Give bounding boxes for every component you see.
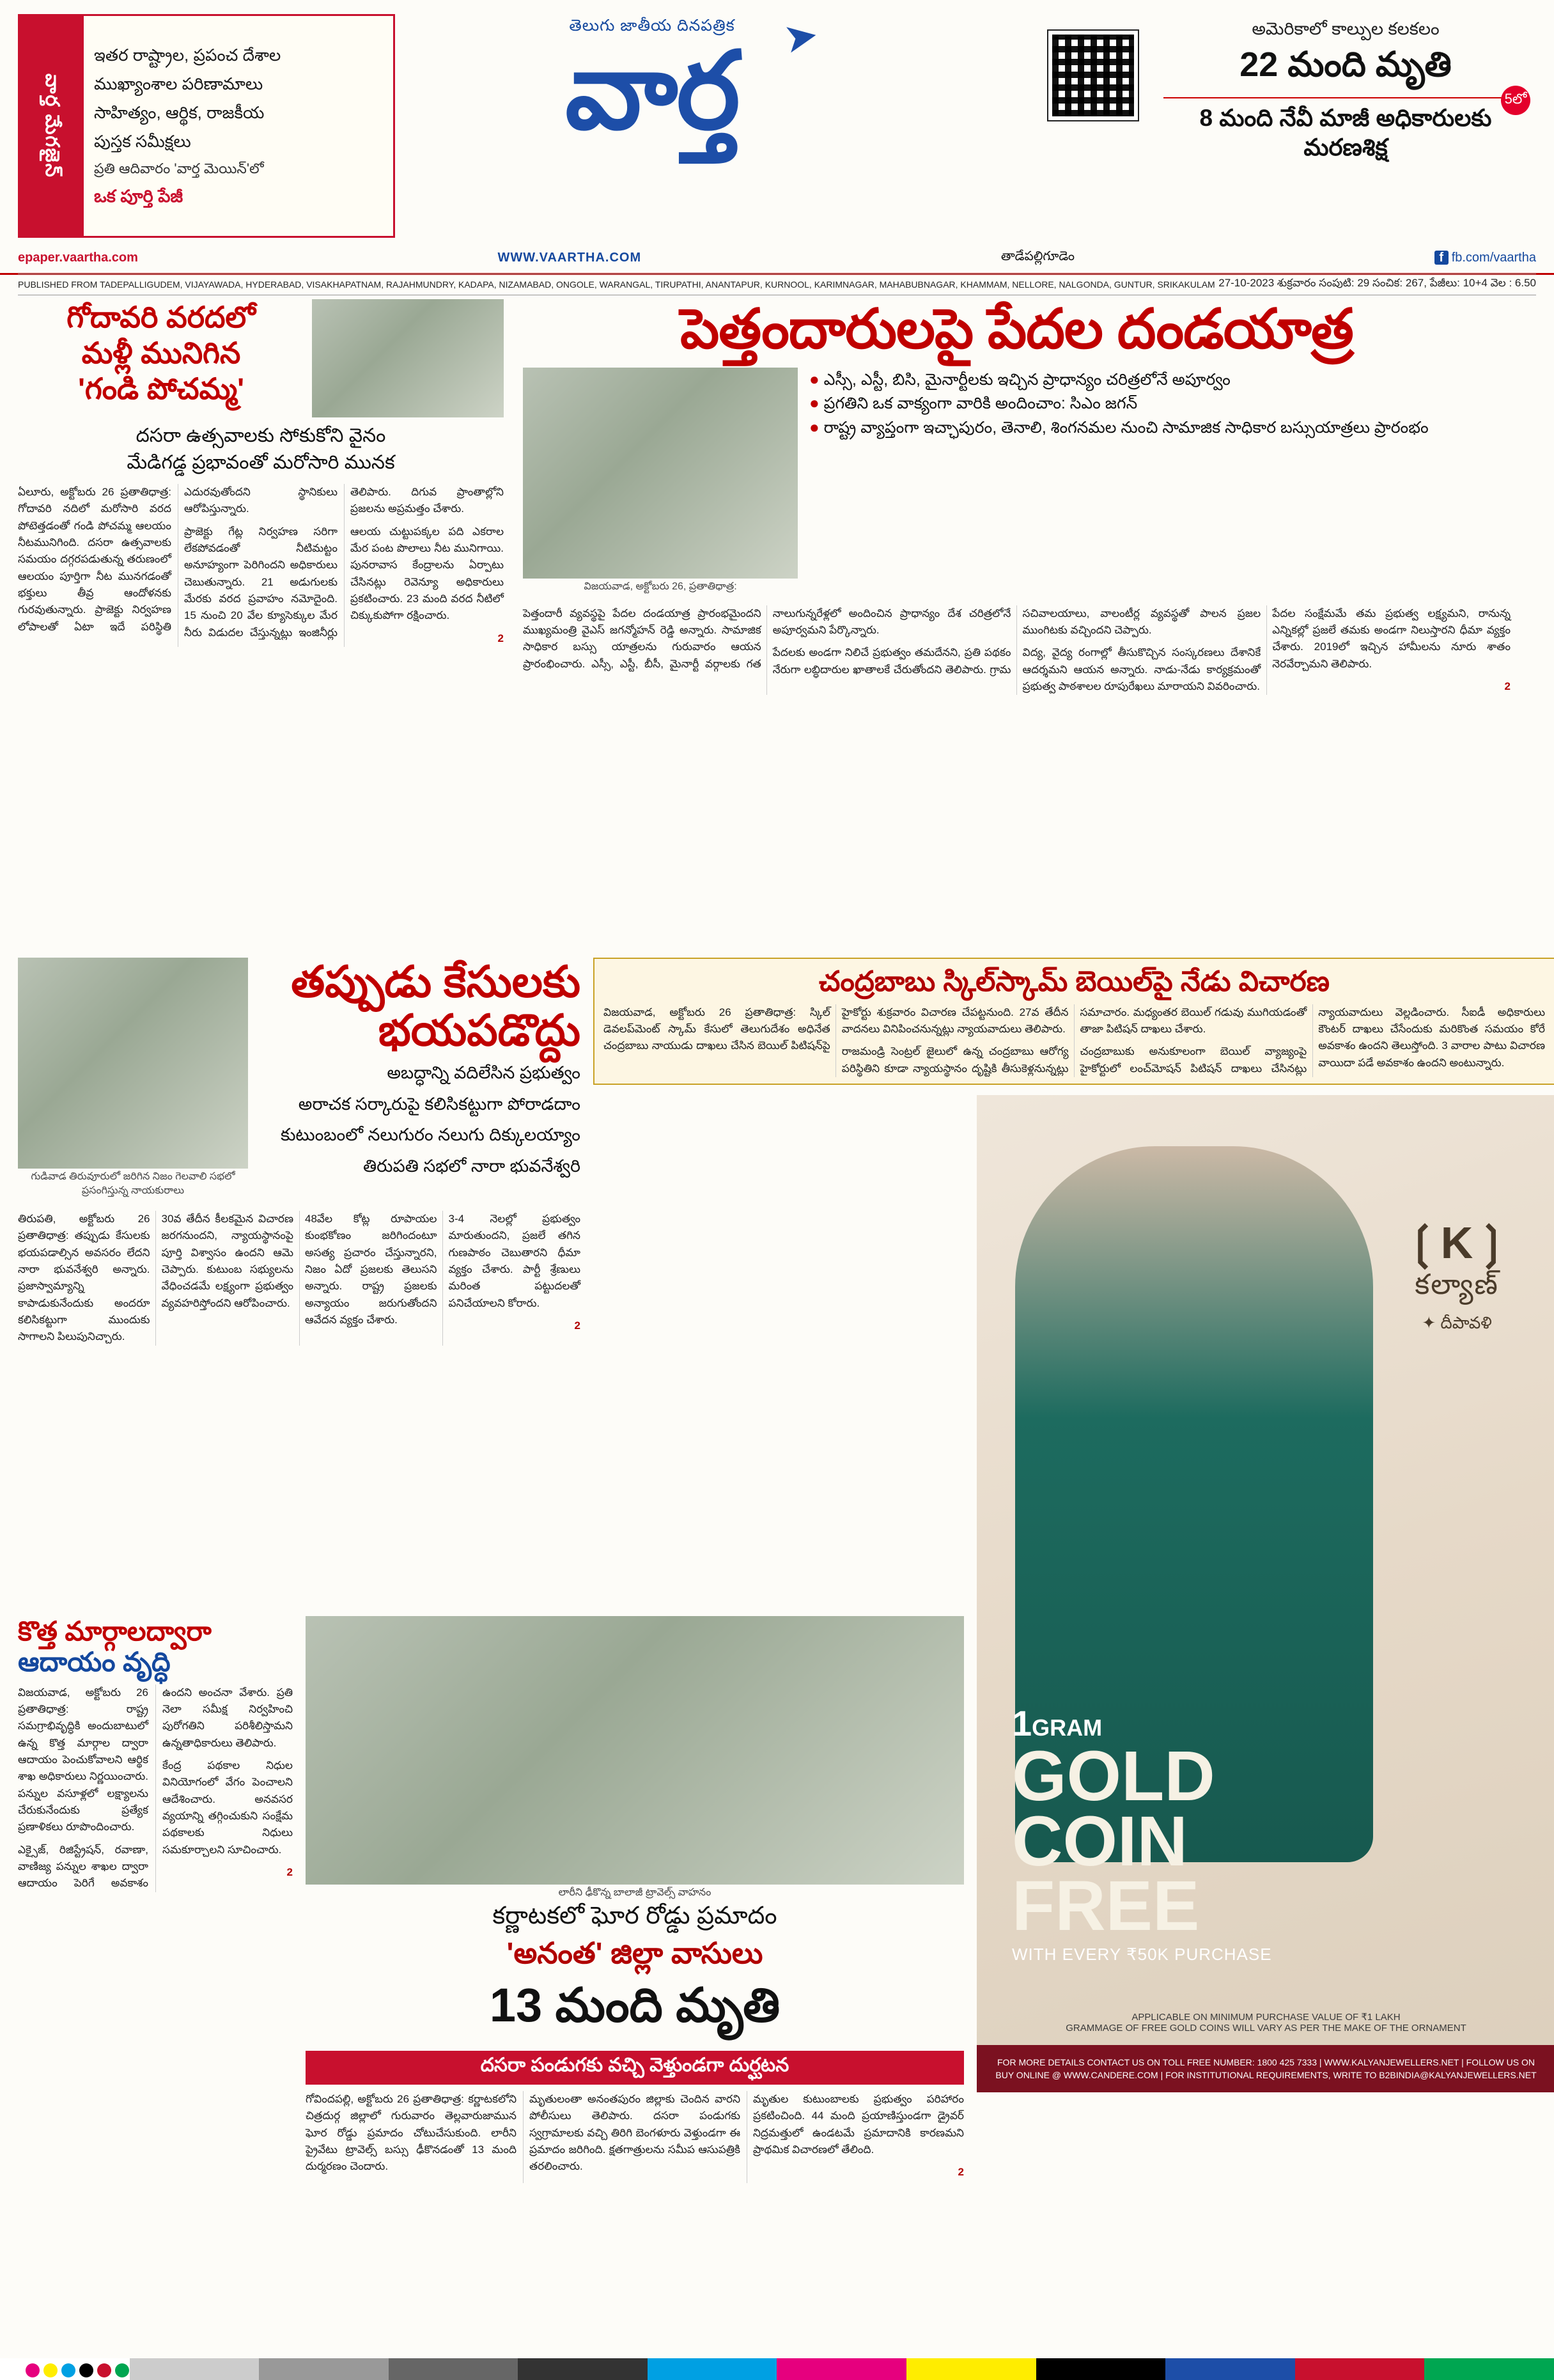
masthead-promo-ad [18,14,395,238]
flood-continued: 2 [497,632,504,644]
edition-label: తాడేపల్లిగూడెం [1000,249,1075,263]
lead-story [523,299,1511,695]
crash-continued: 2 [958,2166,964,2179]
lead-bullets [809,368,1511,596]
crash-headline-block [306,1902,964,2044]
masthead-headline-box [1163,19,1528,163]
facebook-link[interactable] [1434,251,1536,265]
lead-para-2: పేదలకు అండగా నిలిచే ప్రభుత్వం తమదేనని, ప్రతి పథకం నేరుగా లబ్ధిదారుల ఖాతాలకే చేరుతోందని తెలిపారు. గ్రామ సచివాలయాలు, వాలంటీర్ల వ్యవస్థతో పాలన ప్రజల ముంగిటకు వచ్చిందని చెప్పారు. [772,607,1261,676]
chandrababu-para-3: చంద్రబాబుకు అనుకూలంగా బెయిల్ వ్యాజ్యంపై హైకోర్టులో లంచ్‌మోషన్ పిటిషన్ దాఖలు చేసినట్లు న్యాయవాదులు వెల్లడించారు. సీఐడీ అధికారులు కౌంటర్ దాఖలు చేసేందుకు మరికొంత సమయం కోరే అవకాశం ఉందని తెలుస్తోంది. 3 వారాల పాటు విచారణ వాయిదా పడే అవకాశం ఉందని అంటున్నారు. [1080,1006,1545,1075]
masthead-title: వార్త [565,31,739,151]
ad-buy-online-line: BUY ONLINE @ WWW.CANDERE.COM | FOR INSTITUTIONAL REQUIREMENTS, WRITE TO B2BINDIA@KALYANJEWELLERS.NET [995,2070,1537,2080]
flood-subhead-2: మేడిగడ్డ ప్రభావంతో మరోసారి మునక [127,452,395,473]
lead-bullet-3-text: రాష్ట్ర వ్యాప్తంగా ఇచ్ఛాపురం, తెనాలి, శింగనమల నుంచి సామాజిక సాధికార బస్సుయాత్రలు ప్రారంభం [823,418,1429,437]
lead-bullet-2-text: ప్రగతిని ఒక వాక్యంగా వారికి అందించాం: సిఎం జగన్ [823,394,1138,413]
ad-offer-line-1: 1GRAM [1012,1703,1103,1744]
bullet-dot-icon: ● [809,393,820,413]
ad-contact-line: FOR MORE DETAILS CONTACT US ON TOLL FREE NUMBER: 1800 425 7333 | WWW.KALYANJEWELLERS.NET | FOLLOW US ON [997,2057,1535,2067]
bullet-dot-icon: ● [809,417,820,437]
sharmila-para-2: 30వ తేదీన కీలకమైన విచారణ జరగనుందని, న్యాయస్థానంపై పూర్తి విశ్వాసం ఉందని ఆమె చెప్పారు. కుటుంబ సభ్యులను వేధించడమే లక్ష్యంగా ప్రభుత్వం వ్యవహరిస్తోందని ఆరోపించారు. [161,1213,293,1309]
flood-body [18,484,504,647]
chandrababu-box [593,958,1554,1085]
print-color-bar [0,2358,1554,2380]
sharmila-continued: 2 [574,1319,580,1332]
facebook-label: fb.com/vaartha [1451,251,1536,265]
promo-line-1: ఇతర రాష్ట్రాల, ప్రపంచ దేశాల [94,45,281,65]
sharmila-story [18,958,580,1346]
lead-photo-wrap [523,368,798,596]
revenue-headline-line-1: కొత్త మార్గాలద్వారా [18,1616,212,1646]
flood-para-2: ప్రాజెక్టు గేట్ల నిర్వహణ సరిగా లేకపోవడంతో నీటిమట్టం అనూహ్యంగా పెరిగిందని అధికారులు చెబుతున్నారు. 21 అడుగులకు మేరకు వరద ప్రవాహం నమోదైంది. 15 నుంచి 20 వేల క్యూసెక్కుల మేర నీరు విడుదల చేస్తున్నట్లు ఇంజినీర్లు తెలిపారు. దిగువ ప్రాంతాల్లోని ప్రజలను అప్రమత్తం చేశారు. [184,486,504,639]
crash-photo-caption: లారీని ఢీకొన్న బాలాజీ ట్రావెల్స్ వాహనం [558,1887,711,1898]
ad-brand-block [1403,1217,1511,1337]
crash-body [306,2091,964,2183]
revenue-para-2: ఎక్సైజ్, రిజిస్ట్రేషన్, రవాణా, వాణిజ్య పన్నుల శాఖల ద్వారా ఆదాయం పెరిగే అవకాశం ఉందని అంచనా వేశారు. ప్రతి నెలా సమీక్ష నిర్వహించి పురోగతిని పరిశీలిస్తామని ఉన్నతాధికారులు తెలిపారు. [18,1686,293,1890]
chandrababu-para-2: రాజమండ్రి సెంట్రల్ జైలులో ఉన్న చంద్రబాబు ఆరోగ్య పరిస్థితిని కూడా న్యాయస్థానం దృష్టికి తీసుకెళ్లనున్నట్లు సమాచారం. మధ్యంతర బెయిల్ గడువు ముగియడంతో తాజా పిటిషన్ దాఖలు చేశారు. [841,1006,1307,1075]
masthead-box-line-2: 22 మంది మృతి [1239,45,1452,84]
flood-para-3: ఆలయ చుట్టుపక్కల పది ఎకరాల మేర పంట పొలాలు నీట మునిగాయి. పునరావాస కేంద్రాలను ఏర్పాటు చేసినట్లు రెవెన్యూ అధికారులు ప్రకటించారు. 23 మంది వరద నీటిలో చిక్కుకుపోగా రక్షించారు. [350,525,504,622]
flood-headline-line-1: గోదావరి వరదలో [66,300,256,334]
flood-headline-line-2: మళ్లీ మునిగిన [81,336,241,370]
bus-lorry-crash-photo [306,1616,964,1885]
revenue-story [18,1616,293,1892]
lead-para-4: పేదల సంక్షేమమే తమ ప్రభుత్వ లక్ష్యమని, రానున్న ఎన్నికల్లో ప్రజలే తమకు అండగా నిలుస్తారని ధీమా వ్యక్తం చేశారు. 2019లో ఇచ్చిన హామీలను నూరు శాతం నెరవేర్చామని తెలిపారు. [1272,607,1511,670]
promo-red-line-2: ఒక పూర్తి పేజీ [94,186,183,206]
masthead [0,0,1554,290]
crash-story [306,1616,964,2183]
lead-body [523,605,1511,696]
promo-ad-body [84,16,393,236]
lead-para-3: విద్య, వైద్య రంగాల్లో తీసుకొచ్చిన సంస్కరణలు దేశానికే ఆదర్శమని ఆయన అన్నారు. నాడు-నేడు కార్యక్రమంతో ప్రభుత్వ పాఠశాలల రూపురేఖలు మారాయని వివరించారు. [1022,646,1261,692]
masthead-tagline: తెలుగు జాతీయ దినపత్రిక [569,17,735,35]
temple-flood-photo [312,299,504,417]
ad-offer-line-2: GOLD COIN FREE [1012,1737,1215,1945]
sharmila-para-3: 48వేల కోట్ల రూపాయల కుంభకోణం జరిగిందంటూ అసత్య ప్రచారం చేస్తున్నారని, నిజం ఏదో ప్రజలకు తెలుసని అన్నారు. రాష్ట్ర ప్రజలకు అన్యాయం జరుగుతోందని ఆవేదన వ్యక్తం చేశారు. [305,1213,437,1326]
chandrababu-body [603,1004,1545,1077]
left-column [18,299,504,647]
crash-para-2: మృతులంతా అనంతపురం జిల్లాకు చెందిన వారని పోలీసులు తెలిపారు. దసరా పండుగకు స్వగ్రామాలకు వచ్చి తిరిగి బెంగళూరు వెళ్తుండగా ఈ ప్రమాదం జరిగింది. క్షతగాత్రులను సమీప ఆసుపత్రికి తరలించారు. [529,2093,740,2173]
flood-subheads [18,423,504,476]
crash-headline-line-2: 'అనంత' జిల్లా వాసులు [506,1936,763,1970]
lead-para-1: పెత్తందారీ వ్యవస్థపై పేదల దండయాత్ర ప్రారంభమైందని ముఖ్యమంత్రి వైఎస్ జగన్మోహన్ రెడ్డి అన్నారు. సామాజిక సాధికార బస్సు యాత్రలను గురువారం ఆయన ప్రారంభించారు. ఎస్సీ, ఎస్టీ, బీసీ, మైనార్టీ వర్గాలకు గత నాలుగున్నరేళ్లలో అందించిన ప్రాధాన్యం దేశ చరిత్రలోనే అపూర్వమని పేర్కొన్నారు. [523,607,1011,670]
sharmila-headline-line-2: భయపడొద్దు [378,1006,580,1055]
flood-headline-block [18,299,304,417]
sharmila-sub-2: అరాచక సర్కారుపై కలిసికట్టుగా పోరాడదాం [298,1094,580,1114]
ad-brand-sub: ✦ దీపావళి [1422,1313,1492,1332]
masthead-links-strip [18,249,1536,267]
lead-headline: పెత్తందారులపై పేదల దండయాత్ర [680,299,1353,360]
epaper-link[interactable]: epaper.vaartha.com [18,251,138,265]
revenue-continued: 2 [286,1866,293,1879]
lead-bullet-3 [809,416,1511,440]
lead-top-block [523,368,1511,596]
ad-brand-name: కల్యాణ్ [1415,1269,1499,1300]
page-ref-badge: 5లో [1501,86,1530,115]
sharmila-headline-line-1: తప్పుడు కేసులకు [291,958,580,1006]
sharmila-para-4: 3-4 నెలల్లో ప్రభుత్వం మారుతుందని, ప్రజలే తగిన గుణపాఠం చెబుతారని ధీమా వ్యక్తం చేశారు. పార్టీ శ్రేణులు మరింత పట్టుదలతో పనిచేయాలని కోరారు. [448,1213,580,1309]
crash-headline-line-1: కర్ణాటకలో ఘోర రోడ్డు ప్రమాదం [492,1902,777,1929]
revenue-body [18,1684,293,1892]
masthead-box-line-1: అమెరికాలో కాల్పుల కలకలం [1252,19,1440,38]
revenue-headline-line-2: ఆదాయం వృద్ధి [18,1647,171,1677]
lead-bullet-1 [809,368,1511,392]
meeting-photo-caption: గుడివాడ తిరువూరులో జరిగిన నిజం గెలవాలి సభలో ప్రసంగిస్తున్న నాయకురాలు [31,1171,235,1196]
flood-headline-line-3: 'గండి పోచమ్మ' [77,372,245,406]
lead-bullet-1-text: ఎస్సీ, ఎస్టీ, బిసి, మైనార్టీలకు ఇచ్చిన ప్రాధాన్యం చరిత్రలోనే అపూర్వం [823,370,1231,389]
ad-offer-block [1012,1702,1272,1964]
revenue-para-3: కేంద్ర పథకాల నిధుల వినియోగంలో వేగం పెంచాలని ఆదేశించారు. అనవసర వ్యయాన్ని తగ్గించుకుని సంక్షేమ పథకాలకు నిధులు సమకూర్చాలని సూచించారు. [162,1759,293,1856]
sharmila-para-1: తిరుపతి, అక్టోబరు 26 ప్రతాతిధాత్ర: తప్పుడు కేసులకు భయపడాల్సిన అవసరం లేదని నారా భువనేశ్వరి అన్నారు. ప్రజాస్వామ్యాన్ని కాపాడుకునేందుకు అందరూ కలిసికట్టుగా ముందుకు సాగాలని పిలుపునిచ్చారు. [18,1213,150,1343]
godavari-flood-story [18,299,504,417]
bird-logo-icon: ➤ [780,10,822,63]
sharmila-sub-4: తిరుపతి సభలో నారా భువనేశ్వరి [363,1156,580,1176]
cm-jagan-photo [523,368,798,579]
ad-offer-line-3: WITH EVERY ₹50K PURCHASE [1012,1945,1272,1964]
published-from-line: PUBLISHED FROM TADEPALLIGUDEM, VIJAYAWADA, HYDERABAD, VISAKHAPATNAM, RAJAHMUNDRY, KADAPA, NIZAMABAD, ONGOLE, WARANGAL, TIRUPATHI, ANANTAPUR, KURNOOL, KARIMNAGAR, MAHABUBNAGAR, KHAMMAM, NELLORE, NALGONDA, GUNTUR, SRIKAKULAM [18,279,1215,290]
sharmila-body [18,1211,580,1346]
lead-bullet-2 [809,391,1511,416]
masthead-title-block [409,10,895,151]
publication-strip [18,274,1536,295]
ad-fineprint: APPLICABLE ON MINIMUM PURCHASE VALUE OF ₹1 LAKH GRAMMAGE OF FREE GOLD COINS WILL VARY AS PER THE MAKE OF THE ORNAMENT [1066,2012,1466,2034]
promo-red-line-1: ప్రతి ఆదివారం 'వార్త మెయిన్'లో [94,160,264,177]
meeting-photo-wrap [18,958,248,1201]
crash-headline-line-3: 13 మంది మృతి [489,1979,781,2032]
promo-vertical-logo: వార్త మేగజైన్ [20,16,84,236]
revenue-para-1: విజయవాడ, అక్టోబరు 26 ప్రతాతిధాత్ర: రాష్ట్ర సమగ్రాభివృద్ధికి అందుబాటులో ఉన్న కొత్త మార్గాల ద్వారా ఆదాయం పెంచుకోవాలని ఆర్థిక శాఖ అధికారులు నిర్ణయించారు. పన్నుల వసూళ్లలో లక్ష్యాలను చేరుకునేందుకు ప్రత్యేక ప్రణాళికలు రూపొందించారు. [18,1686,148,1833]
chandrababu-headline: చంద్రబాబు స్కిల్‌స్కామ్ బెయిల్‌పై నేడు విచారణ [819,966,1330,997]
ad-footer-bar [977,2045,1554,2092]
issue-date-line: 27-10-2023 శుక్రవారం సంపుటి: 29 సంచిక: 267, పేజీలు: 10+4 వెల : 6.50 [1218,277,1536,289]
flood-photo-wrap [312,299,504,417]
masthead-box-line-3: 8 మంది నేవీ మాజీ అధికారులకు మరణశిక్ష [1199,105,1492,161]
flood-subhead-1: దసరా ఉత్సవాలకు సోకుకోని వైనం [136,425,386,446]
qr-code-icon[interactable] [1048,31,1138,120]
lead-continued: 2 [1504,680,1511,692]
sharmila-sub-3: కుటుంబంలో నలుగురం నలుగు దిక్కులయ్యాం [280,1125,580,1145]
facebook-icon: f [1434,251,1449,265]
ys-sharmila-meeting-photo [18,958,248,1169]
registration-swatches [26,2363,129,2377]
chandrababu-para-1: విజయవాడ, అక్టోబరు 26 ప్రతాతిధాత్ర: స్కిల్ డెవలప్‌మెంట్ స్కామ్ కేసులో తెలుగుదేశం అధినేత చంద్రబాబు నాయుడు దాఖలు చేసిన బెయిల్ పిటిషన్‌పై హైకోర్టు శుక్రవారం విచారణ చేపట్టనుంది. 27వ తేదీన వాదనలు వినిపించనున్నట్లు న్యాయవాదులు తెలిపారు. [603,1006,1069,1052]
bullet-dot-icon: ● [809,369,820,389]
sharmila-sub-1: అబద్ధాన్ని వదిలేసిన ప్రభుత్వం [387,1063,580,1083]
crash-red-banner: దసరా పండుగకు వచ్చి వెళ్తుండగా దుర్ఘటన [306,2051,964,2085]
page-content [18,299,1545,2354]
kalyan-logo-icon: ❲K❳ [1403,1218,1511,1268]
crash-para-3: మృతుల కుటుంబాలకు ప్రభుత్వం పరిహారం ప్రకటించింది. 44 మంది ప్రయాణిస్తుండగా డ్రైవర్ నిద్రమత్తులో ఉండటమే ప్రమాదానికి కారణమని ప్రాథమిక విచారణలో తేలింది. [753,2093,964,2156]
flood-para-1: ఏలూరు, అక్టోబరు 26 ప్రతాతిధాత్ర: గోదావరి నదిలో మరోసారి వరద పోటెత్తడంతో గండి పోచమ్మ ఆలయం నీటమునిగింది. దసరా ఉత్సవాలకు సమయం దగ్గరపడుతున్న తరుణంలో ఆలయం పూర్తిగా నీట మునగడంతో భక్తులు తీవ్ర ఆందోళనకు గురవుతున్నారు. ప్రాజెక్టు నిర్వహణ లోపాలతో ఏటా ఇదే పరిస్థితి ఎదురవుతోందని స్థానికులు ఆరోపిస్తున్నారు. [18,486,338,633]
website-link[interactable]: WWW.VAARTHA.COM [497,251,642,265]
promo-line-4: పుస్తక సమీక్షలు [94,132,191,152]
promo-line-3: సాహిత్యం, ఆర్థిక, రాజకీయ [94,102,265,122]
promo-line-2: ముఖ్యాంశాల పరిణామాలు [94,74,263,93]
lead-photo-caption: విజయవాడ, అక్టోబరు 26, ప్రతాతిధాత్ర: [584,580,737,592]
crash-para-1: గోవిందపల్లి, అక్టోబరు 26 ప్రతాతిధాత్ర: కర్ణాటకలోని చిత్రదుర్గ జిల్లాలో గురువారం తెల్లవారుజామున ఘోర రోడ్డు ప్రమాదం చోటుచేసుకుంది. లారీని ప్రైవేటు ట్రావెల్స్ బస్సు ఢీకొనడంతో 13 మంది దుర్మరణం చెందారు. [306,2093,517,2173]
kalyan-jewellers-ad[interactable] [977,1095,1554,2092]
